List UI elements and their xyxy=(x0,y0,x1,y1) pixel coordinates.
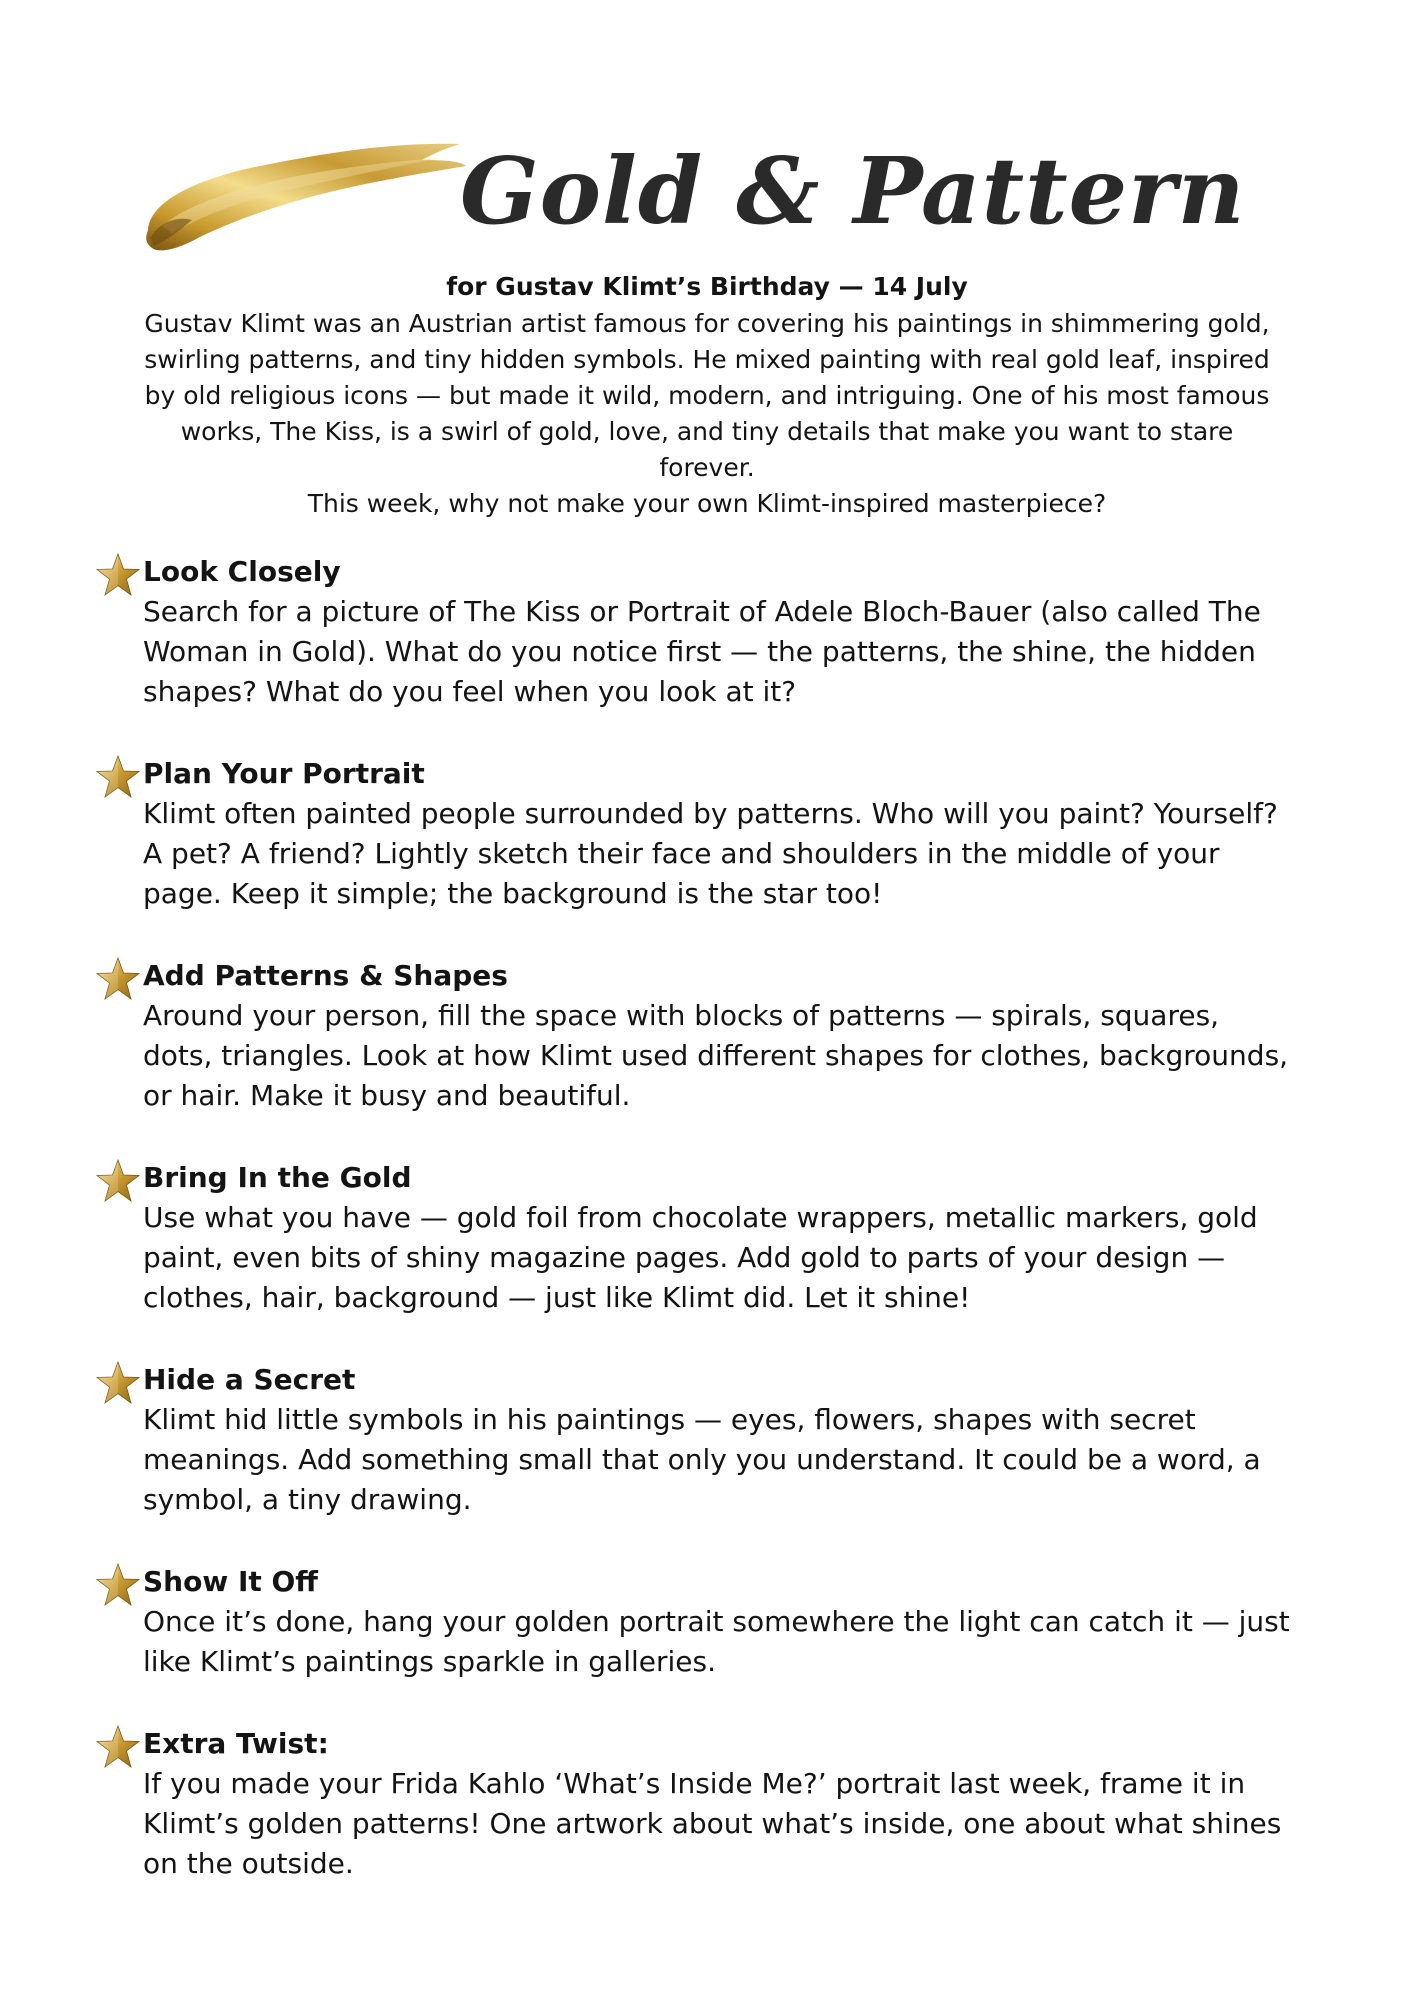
intro-text xyxy=(140,306,1274,522)
activity-text: Search for a picture of The Kiss or Portrait of Adele Bloch-Bauer (also called The Woman in Gold). What do you notice first — the patterns, the shine, the hidden shapes? What do you feel when you look at it? xyxy=(143,595,1261,708)
activity-look-closely xyxy=(95,552,1295,712)
activity-list xyxy=(95,552,1295,1926)
intro-paragraph: Gustav Klimt was an Austrian artist famous for covering his paintings in shimmering gold, swirling patterns, and tiny hidden symbols. He mixed painting with real gold leaf, inspired by old religious icons — but made it wild, modern, and intriguing. One of his most famous works, The Kiss, is a swirl of gold, love, and tiny details that make you want to stare forever. xyxy=(144,309,1270,482)
intro-prompt: This week, why not make your own Klimt-inspired masterpiece? xyxy=(307,489,1107,518)
activity-title: Plan Your Portrait xyxy=(143,757,425,790)
activity-title: Bring In the Gold xyxy=(143,1161,412,1194)
activity-plan-your-portrait xyxy=(95,754,1295,914)
gold-star-icon xyxy=(95,754,141,800)
activity-title: Show It Off xyxy=(143,1565,318,1598)
gold-star-icon xyxy=(95,552,141,598)
activity-extra-twist xyxy=(95,1724,1295,1884)
activity-text: If you made your Frida Kahlo ‘What’s Inside Me?’ portrait last week, frame it in Klimt’s golden patterns! One artwork about what’s inside, one about what shines on the outside. xyxy=(143,1767,1282,1880)
activity-title: Add Patterns & Shapes xyxy=(143,959,508,992)
activity-title: Extra Twist: xyxy=(143,1727,329,1760)
activity-text: Around your person, fill the space with blocks of patterns — spirals, squares, dots, triangles. Look at how Klimt used different shapes for clothes, backgrounds, or hair. Make it busy and beautiful. xyxy=(143,999,1289,1112)
activity-hide-a-secret xyxy=(95,1360,1295,1520)
activity-text: Use what you have — gold foil from chocolate wrappers, metallic markers, gold paint, even bits of shiny magazine pages. Add gold to parts of your design — clothes, hair, background — just like Klimt did. Let it shine! xyxy=(143,1201,1258,1314)
activity-add-patterns xyxy=(95,956,1295,1116)
subtitle: for Gustav Klimt’s Birthday — 14 July xyxy=(446,272,968,301)
activity-title: Hide a Secret xyxy=(143,1363,356,1396)
page-title: Gold & Pattern xyxy=(460,137,1246,245)
header xyxy=(140,130,1290,270)
activity-show-it-off xyxy=(95,1562,1295,1682)
gold-star-icon xyxy=(95,1158,141,1204)
activity-text: Once it’s done, hang your golden portrait somewhere the light can catch it — just like Klimt’s paintings sparkle in galleries. xyxy=(143,1605,1290,1678)
gold-star-icon xyxy=(95,1360,141,1406)
activity-title: Look Closely xyxy=(143,555,341,588)
gold-star-icon xyxy=(95,956,141,1002)
activity-bring-in-gold xyxy=(95,1158,1295,1318)
activity-text: Klimt often painted people surrounded by patterns. Who will you paint? Yourself? A pet? A friend? Lightly sketch their face and shoulders in the middle of your page. Keep it simple; the background is the star too! xyxy=(143,797,1278,910)
gold-star-icon xyxy=(95,1562,141,1608)
gold-star-icon xyxy=(95,1724,141,1770)
activity-text: Klimt hid little symbols in his paintings — eyes, flowers, shapes with secret meanings. Add something small that only you understand. It could be a word, a symbol, a tiny drawing. xyxy=(143,1403,1261,1516)
gold-brush-stroke-icon xyxy=(140,130,470,270)
